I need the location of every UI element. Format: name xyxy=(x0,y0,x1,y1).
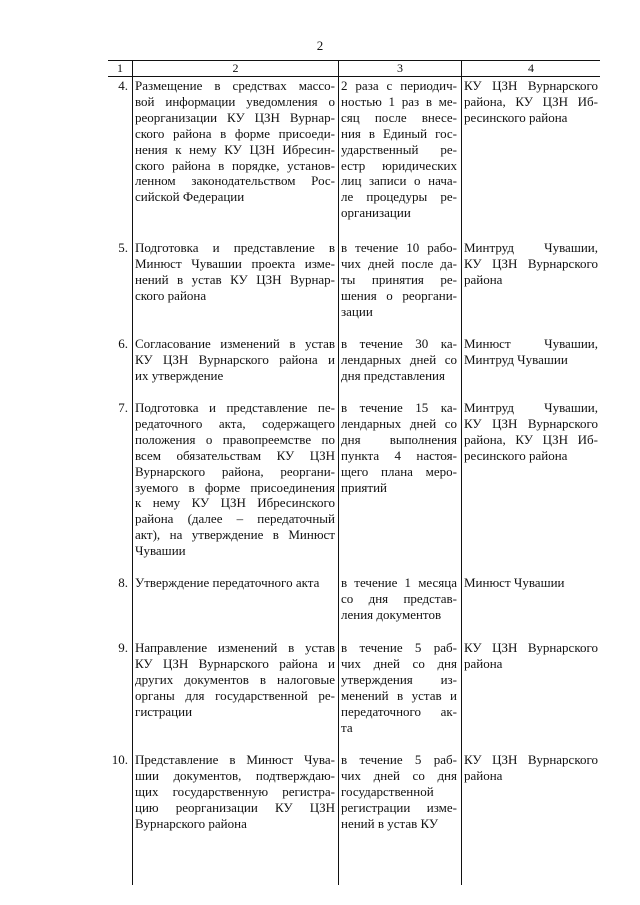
cell-line: в течение 5 раб- xyxy=(341,752,457,767)
cell-line: района xyxy=(464,271,503,287)
cell-line: ления документов xyxy=(341,606,442,622)
cell-line: Минтруд Чувашии, xyxy=(464,400,598,415)
responsible-cell xyxy=(464,640,598,672)
cell-line: сяц после внесе- xyxy=(341,109,457,125)
cell-line: Минюст Чувашии xyxy=(464,575,565,590)
row-number: 4. xyxy=(118,78,128,93)
page-number: 2 xyxy=(316,38,324,53)
cell-line: шии документов, подтверждаю- xyxy=(135,767,335,783)
cell-line: реорганизации КУ ЦЗН Вурнар- xyxy=(135,109,335,125)
deadline-cell xyxy=(341,640,457,735)
responsible-cell xyxy=(464,78,598,126)
cell-line: Минтруд Чувашии, xyxy=(464,240,598,255)
cell-line: та xyxy=(341,719,353,735)
cell-line: пункта 4 настоя- xyxy=(341,447,457,463)
cell-line: их утверждение xyxy=(135,367,224,383)
cell-line: ты принятия ре- xyxy=(341,271,457,287)
row-number: 5. xyxy=(118,240,128,255)
cell-line: Направление изменений в устав xyxy=(135,640,335,655)
cell-line: чих дней со дня xyxy=(341,655,457,671)
row-number: 10. xyxy=(111,752,128,767)
cell-line: других документов в налоговые xyxy=(135,671,335,687)
cell-line: ресинского района xyxy=(464,447,568,463)
responsible-cell xyxy=(464,336,598,368)
cell-line: района, КУ ЦЗН Иб- xyxy=(464,431,598,447)
row-number: 9. xyxy=(118,640,128,655)
cell-line: со дня представ- xyxy=(341,590,457,606)
column-header-2: 2 xyxy=(132,61,338,76)
cell-line: лендарных дней со xyxy=(341,351,457,367)
cell-line: лендарных дней со xyxy=(341,415,457,431)
cell-line: Размещение в средствах массо- xyxy=(135,78,335,93)
cell-line: регистрации изме- xyxy=(341,799,457,815)
activity-cell xyxy=(135,240,335,304)
deadline-cell xyxy=(341,78,457,221)
cell-line: Согласование изменений в устав xyxy=(135,336,335,351)
cell-line: КУ ЦЗН Вурнарского xyxy=(464,640,598,655)
cell-line: района, КУ ЦЗН Иб- xyxy=(464,93,598,109)
cell-line: ского района в порядке, установ- xyxy=(135,157,335,173)
activity-cell xyxy=(135,640,335,720)
cell-line: КУ ЦЗН Вурнарского xyxy=(464,78,598,93)
cell-line: чих дней после да- xyxy=(341,255,457,271)
activity-cell xyxy=(135,336,335,384)
cell-line: Минтруд Чувашии xyxy=(464,351,568,367)
cell-line: зации xyxy=(341,303,373,319)
cell-line: в течение 10 рабо- xyxy=(341,240,457,255)
responsible-cell xyxy=(464,575,598,591)
cell-line: передаточного ак- xyxy=(341,703,457,719)
cell-line: Минюст Чувашии проекта изме- xyxy=(135,255,335,271)
cell-line: района (далее – передаточный xyxy=(135,511,335,527)
cell-line: КУ ЦЗН Вурнарского xyxy=(464,752,598,767)
cell-line: цию реорганизации КУ ЦЗН xyxy=(135,799,335,815)
cell-line: чих дней со дня xyxy=(341,767,457,783)
responsible-cell xyxy=(464,752,598,784)
cell-line: Вурнарского района xyxy=(135,815,247,831)
cell-line: Подготовка и представление в xyxy=(135,240,335,255)
cell-line: КУ ЦЗН Вурнарского района и xyxy=(135,351,335,367)
cell-line: сийской Федерации xyxy=(135,189,245,205)
cell-line: в течение 1 месяца xyxy=(341,575,457,590)
column-divider xyxy=(461,75,462,885)
cell-line: зуемого в форме присоединения xyxy=(135,479,335,495)
column-divider xyxy=(132,75,133,885)
cell-line: в течение 30 ка- xyxy=(341,336,457,351)
column-header-3: 3 xyxy=(338,61,461,76)
cell-line: 2 раза с периодич- xyxy=(341,78,457,93)
cell-line: КУ ЦЗН Вурнарского xyxy=(464,255,598,271)
cell-line: Вурнарского района, реоргани- xyxy=(135,463,335,479)
cell-line: шения о реоргани- xyxy=(341,287,457,303)
cell-line: государственной xyxy=(341,783,434,799)
cell-line: щего плана меро- xyxy=(341,463,457,479)
deadline-cell xyxy=(341,400,457,495)
cell-line: ского района xyxy=(135,287,207,303)
column-header-1: 1 xyxy=(117,61,123,75)
cell-line: ностью 1 раз в ме- xyxy=(341,93,457,109)
column-header-4: 4 xyxy=(461,61,600,76)
cell-line: ния в Единый гос- xyxy=(341,125,457,141)
row-number: 6. xyxy=(118,336,128,351)
cell-line: акт), на утверждение в Минюст xyxy=(135,527,335,543)
row-number: 8. xyxy=(118,575,128,590)
cell-line: КУ ЦЗН Вурнарского района и xyxy=(135,655,335,671)
cell-line: редаточного акта, содержащего xyxy=(135,415,335,431)
cell-line: района xyxy=(464,767,503,783)
cell-line: лиц записи о нача- xyxy=(341,173,457,189)
cell-line: положения о правопреемстве по xyxy=(135,431,335,447)
activity-cell xyxy=(135,78,335,205)
cell-line: в течение 15 ка- xyxy=(341,400,457,415)
column-divider xyxy=(338,75,339,885)
cell-line: Представление в Минюст Чува- xyxy=(135,752,335,767)
cell-line: нений в устав КУ ЦЗН Вурнар- xyxy=(135,271,335,287)
cell-line: ресинского района xyxy=(464,109,568,125)
cell-line: приятий xyxy=(341,479,387,495)
table-header xyxy=(108,60,600,77)
cell-line: дня представления xyxy=(341,367,445,383)
cell-line: утверждения из- xyxy=(341,671,457,687)
cell-line: вой информации уведомления о xyxy=(135,93,335,109)
cell-line: нения к нему КУ ЦЗН Ибресин- xyxy=(135,141,335,157)
cell-line: в течение 5 раб- xyxy=(341,640,457,655)
cell-line: Утверждение передаточного акта xyxy=(135,575,320,590)
row-number: 7. xyxy=(118,400,128,415)
cell-line: Подготовка и представление пе- xyxy=(135,400,335,415)
cell-line: всем обязательствам КУ ЦЗН xyxy=(135,447,335,463)
cell-line: к нему КУ ЦЗН Ибресинского xyxy=(135,495,335,511)
cell-line: естр юридических xyxy=(341,157,457,173)
activity-cell xyxy=(135,400,335,559)
responsible-cell xyxy=(464,240,598,288)
deadline-cell xyxy=(341,752,457,832)
cell-line: Чувашии xyxy=(135,543,186,559)
cell-line: органы для государственной ре- xyxy=(135,687,335,703)
cell-line: КУ ЦЗН Вурнарского xyxy=(464,415,598,431)
cell-line: ле процедуры ре- xyxy=(341,189,457,205)
deadline-cell xyxy=(341,336,457,384)
cell-line: ского района в форме присоеди- xyxy=(135,125,335,141)
deadline-cell xyxy=(341,575,457,623)
cell-line: Минюст Чувашии, xyxy=(464,336,598,351)
cell-line: нений в устав КУ xyxy=(341,815,439,831)
cell-line: ленном законодательством Рос- xyxy=(135,173,335,189)
cell-line: ударственный ре- xyxy=(341,141,457,157)
activity-cell xyxy=(135,575,335,591)
cell-line: щих государственную регистра- xyxy=(135,783,335,799)
cell-line: организации xyxy=(341,205,411,221)
cell-line: дня выполнения xyxy=(341,431,457,447)
cell-line: района xyxy=(464,655,503,671)
cell-line: менений в устав и xyxy=(341,687,457,703)
cell-line: гистрации xyxy=(135,703,193,719)
deadline-cell xyxy=(341,240,457,320)
activity-cell xyxy=(135,752,335,832)
responsible-cell xyxy=(464,400,598,464)
